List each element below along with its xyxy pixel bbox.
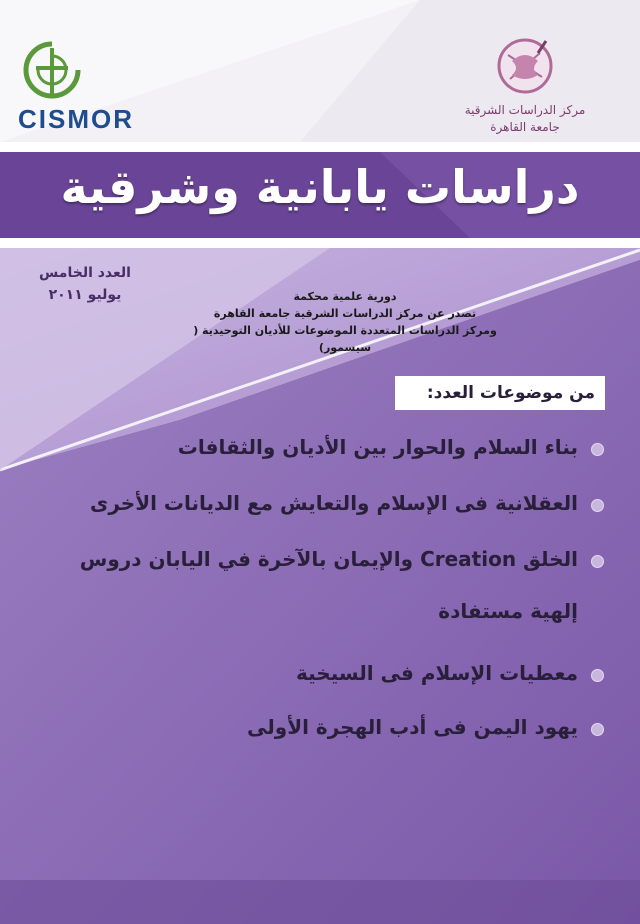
list-item: العقلانية فى الإسلام والتعايش مع الديانات الأخرى [98, 486, 578, 542]
topics-label: من موضوعات العدد: [395, 376, 605, 410]
oriental-studies-logo [450, 35, 600, 145]
bullet-icon [591, 555, 604, 568]
issue-number: العدد الخامس [39, 265, 131, 281]
topics-list [79, 430, 578, 750]
issue-info [30, 265, 140, 309]
bullet-icon [591, 723, 604, 736]
cross-circle-icon [22, 40, 82, 102]
list-item-continuation: إلهية مستفادة [438, 599, 578, 623]
description-line: دورية علمية محكمة [293, 290, 397, 303]
bullet-icon [591, 669, 604, 682]
bullet-icon [591, 443, 604, 456]
bullet-icon [591, 499, 604, 512]
description-line: ومركز الدراسات المتعددة الموضوعات للأديان التوحيدية ( سيسمور) [193, 324, 497, 354]
issue-date: يوليو ٢٠١١ [48, 287, 122, 303]
list-item: يهود اليمن فى أدب الهجرة الأولى [98, 710, 578, 750]
description-line: تصدر عن مركز الدراسات الشرقية جامعة القاهرة [213, 307, 477, 320]
journal-description [180, 288, 510, 356]
center-name: مركز الدراسات الشرقية [464, 103, 586, 117]
cismor-logo [18, 40, 148, 134]
list-item: بناء السلام والحوار بين الأديان والثقافات [98, 430, 578, 486]
journal-title: دراسات يابانية وشرقية [60, 160, 580, 214]
list-item: معطيات الإسلام فى السيخية [98, 656, 578, 710]
university-name: جامعة القاهرة [490, 120, 560, 134]
cismor-text: CISMOR [18, 104, 134, 134]
list-item: الخلق Creation والإيمان بالآخرة في اليابان دروس [98, 542, 578, 594]
seal-icon [490, 35, 560, 97]
